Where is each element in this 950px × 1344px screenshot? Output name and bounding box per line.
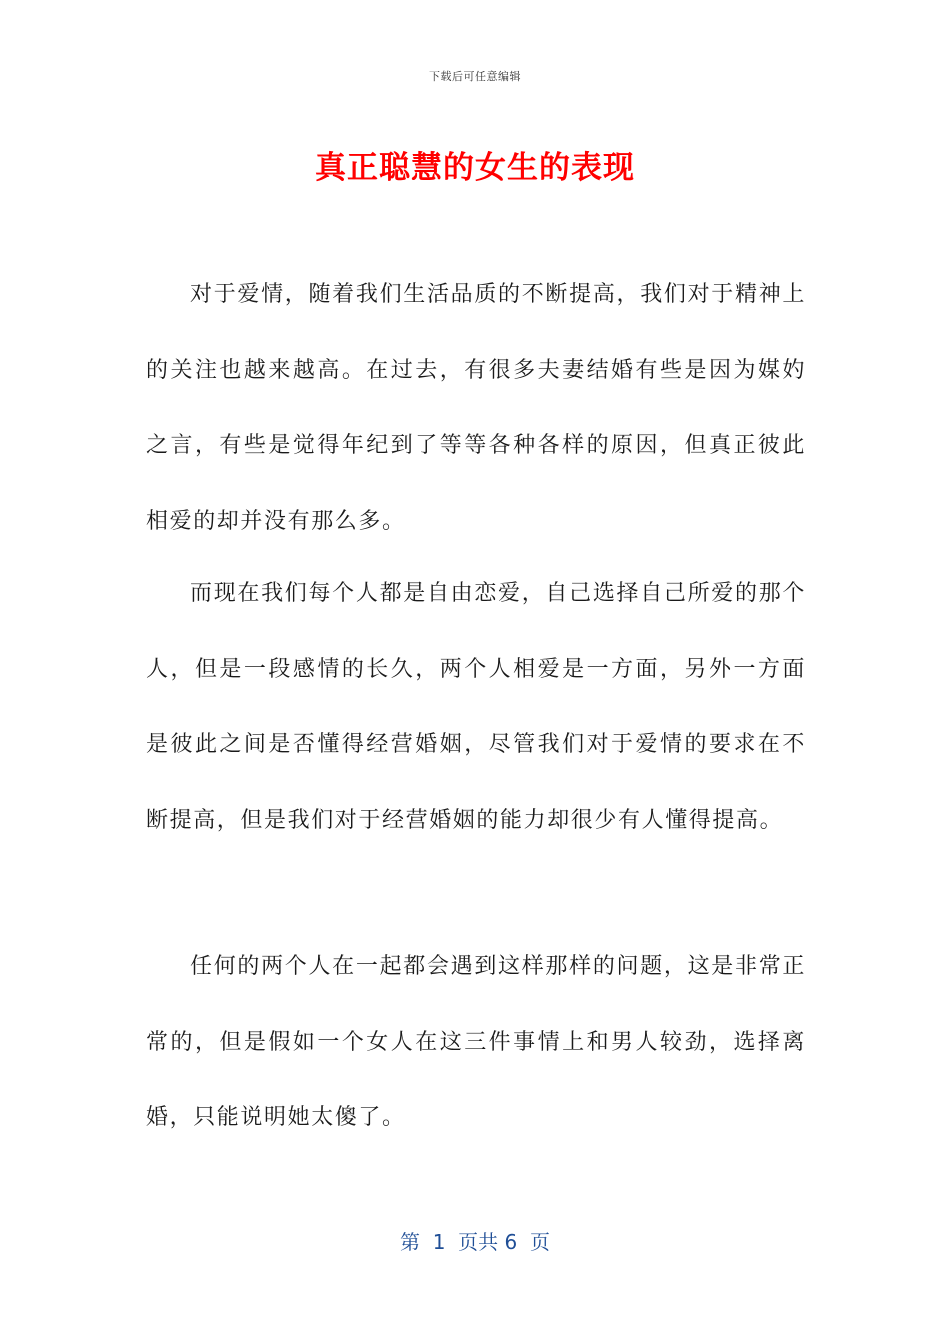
paragraph-3: 任何的两个人在一起都会遇到这样那样的问题，这是非常正常的，但是假如一个女人在这三件事情上和男人较劲，选择离婚，只能说明她太傻了。 — [146, 954, 806, 1130]
paragraph-1: 对于爱情，随着我们生活品质的不断提高，我们对于精神上的关注也越来越高。在过去，有很多夫妻结婚有些是因为媒妁之言，有些是觉得年纪到了等等各种各样的原因，但真正彼此相爱的却并没有那么多。 — [146, 282, 806, 534]
paragraph-2: 而现在我们每个人都是自由恋爱，自己选择自己所爱的那个人，但是一段感情的长久，两个人相爱是一方面，另外一方面是彼此之间是否懂得经营婚姻，尽管我们对于爱情的要求在不断提高，但是我们对于经营婚姻的能力却很少有人懂得提高。 — [146, 581, 806, 833]
document-title: 真正聪慧的女生的表现 — [315, 150, 635, 186]
page-number-footer: 第 1 页共 6 页 — [400, 1230, 550, 1254]
header-note: 下载后可任意编辑 — [429, 70, 521, 83]
